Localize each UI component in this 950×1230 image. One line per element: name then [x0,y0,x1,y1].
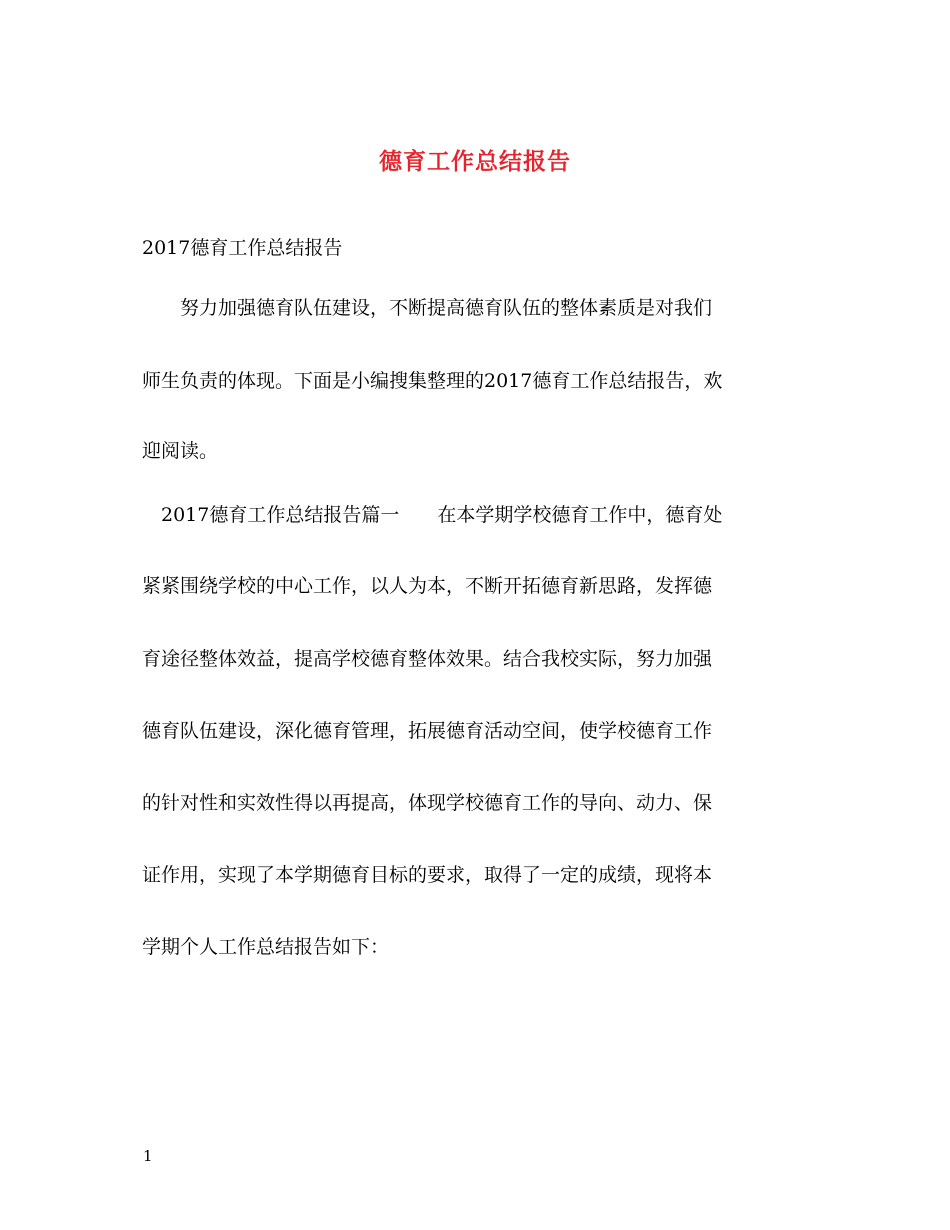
page-number: 1 [143,1147,153,1165]
body-line-9: 证作用，实现了本学期德育目标的要求，取得了一定的成绩，现将本 [142,864,713,886]
body-line-2: 师生负责的体现。下面是小编搜集整理的2017德育工作总结报告，欢 [142,370,723,392]
body-line-6: 育途径整体效益，提高学校德育整体效果。结合我校实际，努力加强 [142,648,713,670]
body-line-8: 的针对性和实效性得以再提高，体现学校德育工作的导向、动力、保 [142,792,713,814]
document-title: 德育工作总结报告 [379,148,571,175]
body-line-10: 学期个人工作总结报告如下： [142,936,390,958]
document-subtitle: 2017德育工作总结报告 [142,237,343,259]
body-line-3: 迎阅读。 [142,440,219,462]
body-line-5: 紧紧围绕学校的中心工作，以人为本，不断开拓德育新思路，发挥德 [142,575,713,597]
body-line-4: 2017德育工作总结报告篇一 在本学期学校德育工作中，德育处 [142,504,723,526]
body-line-1: 努力加强德育队伍建设，不断提高德育队伍的整体素质是对我们 [142,297,713,319]
body-line-7: 德育队伍建设，深化德育管理，拓展德育活动空间，使学校德育工作 [142,720,713,742]
